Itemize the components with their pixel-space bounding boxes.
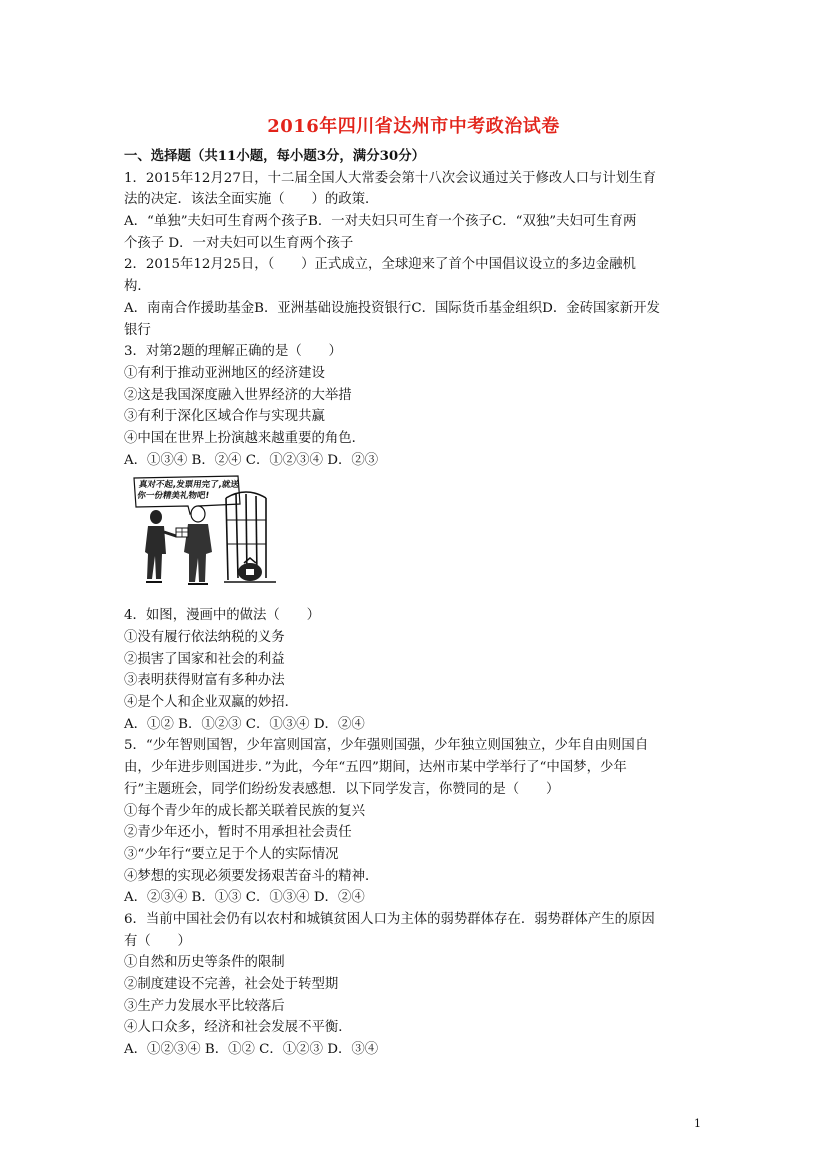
question-options: A．①③④ B．②④ C．①②③④ D．②③ bbox=[124, 452, 379, 468]
statement-item: ②这是我国深度融入世界经济的大举措 bbox=[124, 387, 352, 403]
statement-item: ④是个人和企业双赢的妙招． bbox=[124, 695, 299, 711]
statement-item: ③有利于深化区域合作与实现共赢 bbox=[124, 409, 325, 425]
question-5 bbox=[124, 735, 714, 909]
statement-item: ①有利于推动亚洲地区的经济建设 bbox=[124, 365, 325, 381]
section-heading: 一、选择题（共11小题，每小题3分，满分30分） bbox=[124, 148, 426, 164]
cartoon-speech-text: 真对不起,发票用完了,就送你一份精美礼物吧! bbox=[136, 480, 240, 502]
question-line: 3．对第2题的理解正确的是（ ） bbox=[124, 344, 342, 360]
question-options: A．南南合作援助基金B．亚洲基础设施投资银行C．国际货币基金组织D．金砖国家新开发 bbox=[124, 300, 660, 316]
question-options: A．“单独”夫妇可生育两个孩子B．一对夫妇只可生育一个孩子C．“双独”夫妇可生育两 bbox=[124, 214, 637, 230]
question-line: 构． bbox=[124, 279, 151, 295]
statement-item: ①没有履行依法纳税的义务 bbox=[124, 630, 285, 645]
statement-item: ④中国在世界上扮演越来越重要的角色． bbox=[124, 430, 366, 446]
question-2 bbox=[124, 254, 714, 341]
statement-item: ②损害了国家和社会的利益 bbox=[124, 651, 285, 667]
statement-item: ④梦想的实现必须要发扬艰苦奋斗的精神． bbox=[124, 868, 379, 884]
question-line: 行”主题班会，同学们纷纷发表感想．以下同学发言，你赞同的是（ ） bbox=[124, 781, 560, 797]
exam-content bbox=[124, 146, 714, 1061]
question-4 bbox=[124, 605, 714, 735]
page-number: 1 bbox=[694, 1117, 701, 1130]
question-6 bbox=[124, 909, 714, 1061]
question-line: 有（ ） bbox=[124, 933, 191, 949]
question-options: A．①②③④ B．①② C．①②③ D．③④ bbox=[124, 1042, 379, 1058]
statement-item: ①自然和历史等条件的限制 bbox=[124, 955, 285, 971]
statement-item: ③“少年行“要立足于个人的实际情况 bbox=[124, 846, 339, 862]
statement-item: ①每个青少年的成长都关联着民族的复兴 bbox=[124, 803, 366, 819]
question-options: 个孩子 D．一对夫妇可以生育两个孩子 bbox=[124, 235, 354, 251]
statement-item: ④人口众多，经济和社会发展不平衡． bbox=[124, 1020, 352, 1036]
statement-item: ③生产力发展水平比较落后 bbox=[124, 998, 285, 1014]
page-title: 2016年四川省达州市中考政治试卷 bbox=[267, 116, 560, 137]
statement-item: ③表明获得财富有多种办法 bbox=[124, 673, 285, 689]
statement-item: ②制度建设不完善，社会处于转型期 bbox=[124, 977, 339, 992]
question-line: 6．当前中国社会仍有以农村和城镇贫困人口为主体的弱势群体存在．弱势群体产生的原因 bbox=[124, 911, 655, 927]
question-options: A．②③④ B．①③ C．①③④ D．②④ bbox=[124, 890, 365, 906]
question-3 bbox=[124, 341, 714, 471]
question-line: 1．2015年12月27日，十二届全国人大常委会第十八次会议通过关于修改人口与计划生育 bbox=[124, 170, 656, 186]
cartoon-illustration bbox=[126, 474, 286, 599]
statement-item: ②青少年还小，暂时不用承担社会责任 bbox=[124, 825, 352, 841]
question-options: 银行 bbox=[124, 322, 151, 338]
question-line: 5．“少年智则国智，少年富则国富，少年强则国强，少年独立则国独立，少年自由则国自 bbox=[124, 738, 649, 754]
question-line: 2．2015年12月25日，（ ）正式成立，全球迎来了首个中国倡议设立的多边金融机 bbox=[124, 257, 636, 273]
question-1 bbox=[124, 168, 714, 255]
question-line: 法的决定．该法全面实施（ ）的政策． bbox=[124, 192, 379, 208]
question-line: 4．如图，漫画中的做法（ ） bbox=[124, 608, 320, 624]
question-line: 由，少年进步则国进步．”为此，今年“五四”期间，达州市某中学举行了“中国梦，少年 bbox=[124, 760, 627, 776]
question-options: A．①② B．①②③ C．①③④ D．②④ bbox=[124, 716, 365, 732]
